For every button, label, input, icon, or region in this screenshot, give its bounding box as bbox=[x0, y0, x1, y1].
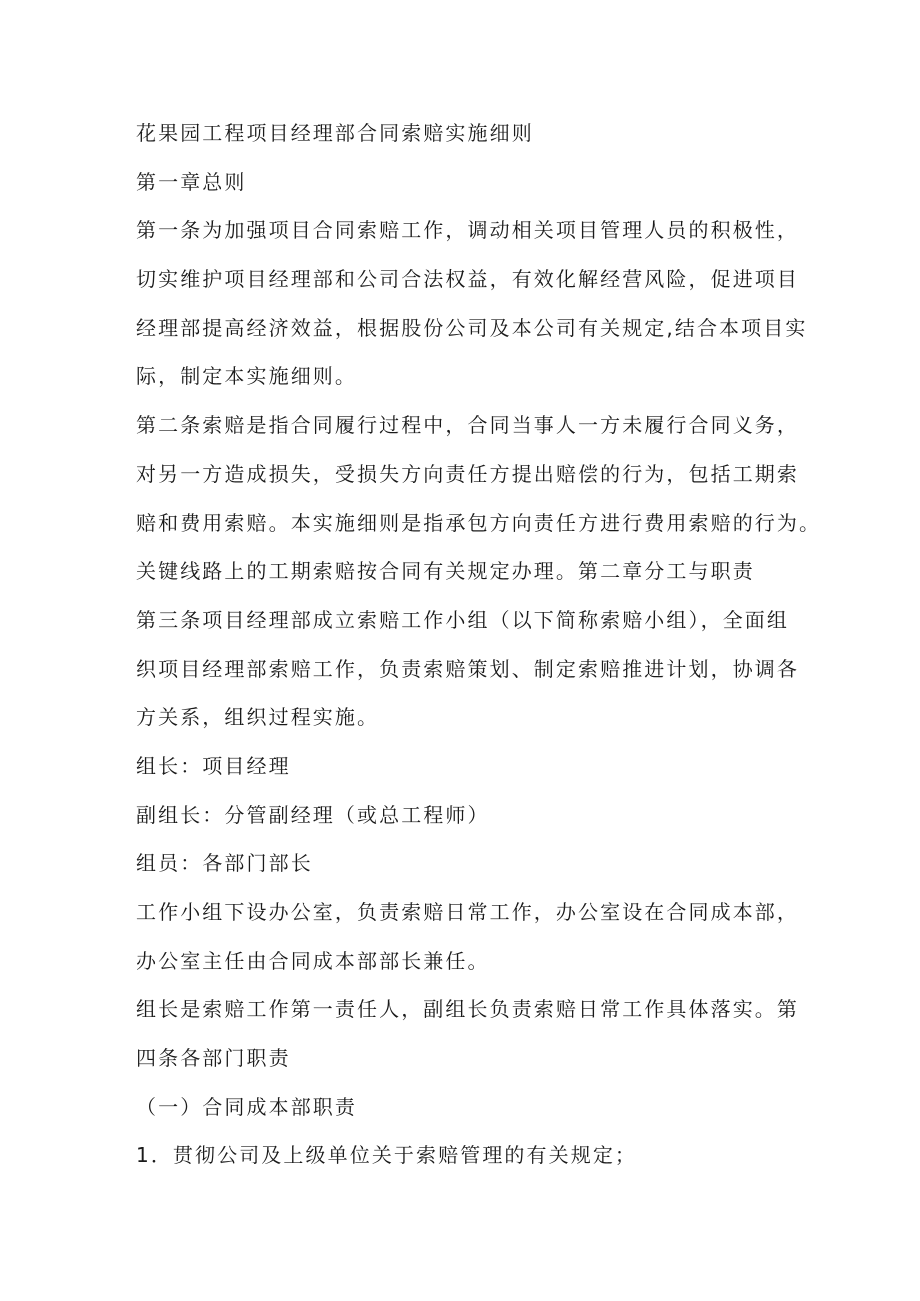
paragraph-line: 组长是索赔工作第一责任人，副组长负责索赔日常工作具体落实。第 bbox=[136, 997, 799, 1022]
paragraph-line: 第二条索赔是指合同履行过程中，合同当事人一方未履行合同义务， bbox=[136, 413, 799, 438]
paragraph-line: 副组长：分管副经理（或总工程师） bbox=[136, 802, 490, 827]
paragraph-line: 际，制定本实施细则。 bbox=[136, 364, 357, 389]
paragraph-line: 第一条为加强项目合同索赔工作，调动相关项目管理人员的积极性， bbox=[136, 218, 799, 243]
paragraph-line: 对另一方造成损失，受损失方向责任方提出赔偿的行为，包括工期索 bbox=[136, 461, 799, 486]
paragraph-line: 第三条项目经理部成立索赔工作小组（以下简称索赔小组），全面组 bbox=[136, 607, 789, 632]
document-body bbox=[136, 113, 822, 1184]
paragraph-line: 经理部提高经济效益，根据股份公司及本公司有关规定,结合本项目实 bbox=[136, 315, 808, 340]
paragraph-line: 织项目经理部索赔工作，负责索赔策划、制定索赔推进计划，协调各 bbox=[136, 656, 799, 681]
chapter-heading: 第一章总则 bbox=[136, 169, 247, 194]
list-item: 1．贯彻公司及上级单位关于索赔管理的有关规定； bbox=[136, 1143, 638, 1168]
paragraph-line: 组员：各部门部长 bbox=[136, 851, 313, 876]
paragraph-line: 方关系，组织过程实施。 bbox=[136, 705, 380, 730]
paragraph-line: 四条各部门职责 bbox=[136, 1046, 291, 1071]
paragraph-line: 关键线路上的工期索赔按合同有关规定办理。第二章分工与职责 bbox=[136, 559, 755, 584]
paragraph-line: 工作小组下设办公室，负责索赔日常工作，办公室设在合同成本部， bbox=[136, 900, 799, 924]
paragraph-line: 办公室主任由合同成本部部长兼任。 bbox=[136, 948, 490, 973]
paragraph-line: 组长：项目经理 bbox=[136, 753, 291, 778]
document-title: 花果园工程项目经理部合同索赔实施细则 bbox=[136, 121, 534, 145]
paragraph-line: 切实维护项目经理部和公司合法权益，有效化解经营风险，促进项目 bbox=[136, 267, 799, 292]
section-heading: （一）合同成本部职责 bbox=[136, 1094, 357, 1119]
paragraph-line: 赔和费用索赔。本实施细则是指承包方向责任方进行费用索赔的行为。 bbox=[136, 510, 822, 535]
